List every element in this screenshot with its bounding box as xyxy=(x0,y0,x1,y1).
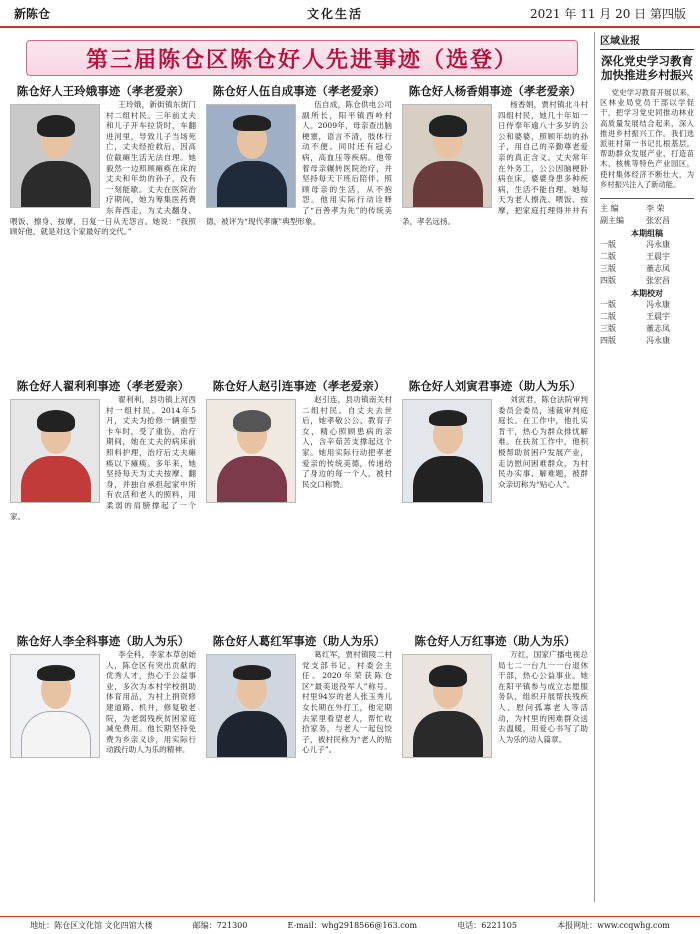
sidebar-section: 区域业报 xyxy=(600,32,694,50)
profile-heading: 陈仓好人李全科事迹（助人为乐） xyxy=(16,634,190,648)
staff-row: 一版 冯永康 xyxy=(600,300,670,310)
masthead xyxy=(0,0,700,28)
profile-heading: 陈仓好人翟利利事迹（孝老爱亲） xyxy=(16,379,190,393)
portrait-photo xyxy=(10,399,100,503)
page-banner xyxy=(26,40,578,76)
footer-postcode: 邮编：721300 xyxy=(192,921,248,930)
portrait-photo xyxy=(402,104,492,208)
profile-body: 李全科，李家本草创始人，陈仓区有突出贡献的优秀人才，热心于公益事业，多次为本村学校捐助体育用品，为村上捐资修建道路、机井，修复敬老院，为老弱残疾贫困家庭减免费用。他长期坚持免费为乡亲义诊，用实际行动践行助人为乐的精神。 xyxy=(106,650,196,755)
footer-email: E-mail：whg2918566@163.com xyxy=(287,921,418,930)
profile-body: 葛红军，贾村镇陵二村党支部书记，村委会主任。2020年荣获陈仓区“最美退役军人”称号。村里94岁的老人张玉秀儿女长期在外打工，他定期去家里看望老人，帮忙收拾家务，与老人一起包饺子，被村民称为“老人的贴心儿子”。 xyxy=(302,650,392,755)
profile-body: 赵引连，县功镇南关村二组村民。自丈夫去世后，她孝敬公公、教育子女，精心照顾患病的亲人，含辛茹苦支撑起这个家。她用实际行动把孝老爱亲的传统美德，传递给了身边的每一个人，被村民交口称赞。 xyxy=(302,395,392,489)
section-name: 文化生活 xyxy=(306,6,363,21)
profile-body: 杨香娟，贾村镇北斗村四组村民，她几十年如一日侍奉年逾八十多岁的公公和婆婆，照顾年幼的孙子，用自己的辛勤尊老爱亲的真正含义。丈夫常年在外务工，公公因脑梗卧病在床，婆婆身患多种疾病，生活不能自理。她每天为老人擦洗、喂饭、按摩，把家庭打理得井井有条，孝名远扬。 xyxy=(402,100,588,226)
profile-wu-zi-cheng xyxy=(202,82,396,366)
portrait-photo xyxy=(206,654,296,758)
profile-body: 刘寅君，陈仓法院审判委员会委员，速裁审判庭庭长。在工作中，他扎实肯干，热心为群众排忧解难。在扶贫工作中，他积极帮助贫困户发展产业，走访慰问困难群众，为村民办实事、解难题，被群众亲切称为“贴心人”。 xyxy=(498,395,588,489)
footer-address: 地址：陈仓区文化馆 文化四馆大楼 xyxy=(30,921,153,930)
profile-heading: 陈仓好人杨香娟事迹（孝老爱亲） xyxy=(408,84,582,98)
portrait-photo xyxy=(402,654,492,758)
staff-row: 副主编 张宏昌 xyxy=(600,216,670,226)
sidebar xyxy=(594,32,694,902)
profile-heading: 陈仓好人葛红军事迹（助人为乐） xyxy=(212,634,386,648)
staff-row: 一版 冯永康 xyxy=(600,240,670,250)
portrait-photo xyxy=(402,399,492,503)
profile-zhai-li-li xyxy=(6,377,200,661)
profile-heading: 陈仓好人赵引连事迹（孝老爱亲） xyxy=(212,379,386,393)
profile-heading: 陈仓好人王玲娥事迹（孝老爱亲） xyxy=(16,84,190,98)
profile-body: 伍自成，陈仓供电公司副所长，阳平镇西岭村人。2009年，母亲查出脑梗塞，语言不清，肢体行动不便。同时还有冠心病，高血压等疾病。他带着母亲辗转医院治疗，并坚持每天下班后陪伴、照顾母亲的生活，从不抱怨。他用实际行动诠释了“百善孝为先”的传统美德，被评为“现代孝廉”典型形象。 xyxy=(206,100,392,226)
profile-body: 翟利利，县功镇上河西村一组村民。2014年5月，丈夫为抢修一辆重型卡车时，受了重伤，治疗期间，她在丈夫的病床前照料护理，治疗后丈夫瘫痪以下瘫痪。多年来，她坚持每天为丈夫按摩、翻身，并独自承担起家中所有农活和老人的照料，用柔弱的肩膀撑起了一个家。 xyxy=(10,395,196,521)
staff-row: 四版 冯永康 xyxy=(600,336,670,346)
profile-body: 王玲娥，新街镇东街门村二组村民。三年前丈夫和儿子开车拉货时，车翻进河里，导致儿子当场死亡，丈夫经抢救后，因高位截瘫生活无法自理。她毅然一边照顾瘫痪在床的丈夫和年幼的孙子，没有一刻能歇。丈夫在医院治疗期间，她为筹集医药费东奔西走，为丈夫翻身、喂饭、擦身、按摩，日复一日从无怨言。她说：“我照顾好他，就是对这个家最好的交代。” xyxy=(10,100,196,237)
staff-row: 二版 王晨宇 xyxy=(600,252,670,262)
sidebar-title: 深化党史学习教育 加快推进乡村振兴 xyxy=(601,54,693,82)
footer-website: 本报网址：www.ccqwhg.com xyxy=(557,921,670,930)
profile-heading: 陈仓好人刘寅君事迹（助人为乐） xyxy=(408,379,582,393)
staff-row: 四版 张宏昌 xyxy=(600,276,670,286)
profile-liu-yin-jun xyxy=(398,377,592,661)
sidebar-body: 党史学习教育开展以来，区林业局党员干部以学促干，把学习党史同推动林业高质量发展结合起来，深入推进乡村振兴工作。我们选派驻村第一书记扎根基层，帮助群众发展产业，打造苗木、核桃等特色产业园区，使村集体经济不断壮大，为乡村振兴注入了新动能。 xyxy=(600,88,694,189)
profile-ge-hong-jun xyxy=(202,632,396,916)
footer xyxy=(0,916,700,934)
profile-heading: 陈仓好人伍自成事迹（孝老爱亲） xyxy=(212,84,386,98)
profile-wan-hong xyxy=(398,632,592,916)
staff-box xyxy=(600,198,694,347)
banner-title: 第三届陈仓区陈仓好人先进事迹（选登） xyxy=(85,46,518,73)
profile-li-quan-ke xyxy=(6,632,200,916)
paper-name: 新陈仓 xyxy=(14,6,51,21)
main-content xyxy=(6,32,590,902)
staff-row: 三版 董志凤 xyxy=(600,264,670,274)
profile-yang-xiang-juan xyxy=(398,82,592,366)
portrait-photo xyxy=(206,104,296,208)
profile-heading: 陈仓好人万红事迹（助人为乐） xyxy=(414,634,576,648)
staff-group-title: 本期校对 xyxy=(631,288,663,299)
profile-body: 万红，国家广播电视总局七二一台九一一台退休干部，热心公益事业。她在阳平镇参与成立志愿服务队，组织开展帮扶残疾人、慰问孤寡老人等活动，为村里的困难群众送去温暖，用爱心书写了助人为乐的动人篇章。 xyxy=(498,650,588,744)
profile-zhao-yin-lian xyxy=(202,377,396,661)
staff-row: 三版 董志凤 xyxy=(600,324,670,334)
staff-row: 主 编 李 荣 xyxy=(600,204,665,214)
portrait-photo xyxy=(10,104,100,208)
issue-date: 2021 年 11 月 20 日 第四版 xyxy=(530,6,686,21)
staff-row: 二版 王晨宇 xyxy=(600,312,670,322)
staff-group-title: 本期组稿 xyxy=(631,228,663,239)
profile-wang-ling-e xyxy=(6,82,200,366)
portrait-photo xyxy=(206,399,296,503)
portrait-photo xyxy=(10,654,100,758)
footer-phone: 电话：6221105 xyxy=(457,921,517,930)
